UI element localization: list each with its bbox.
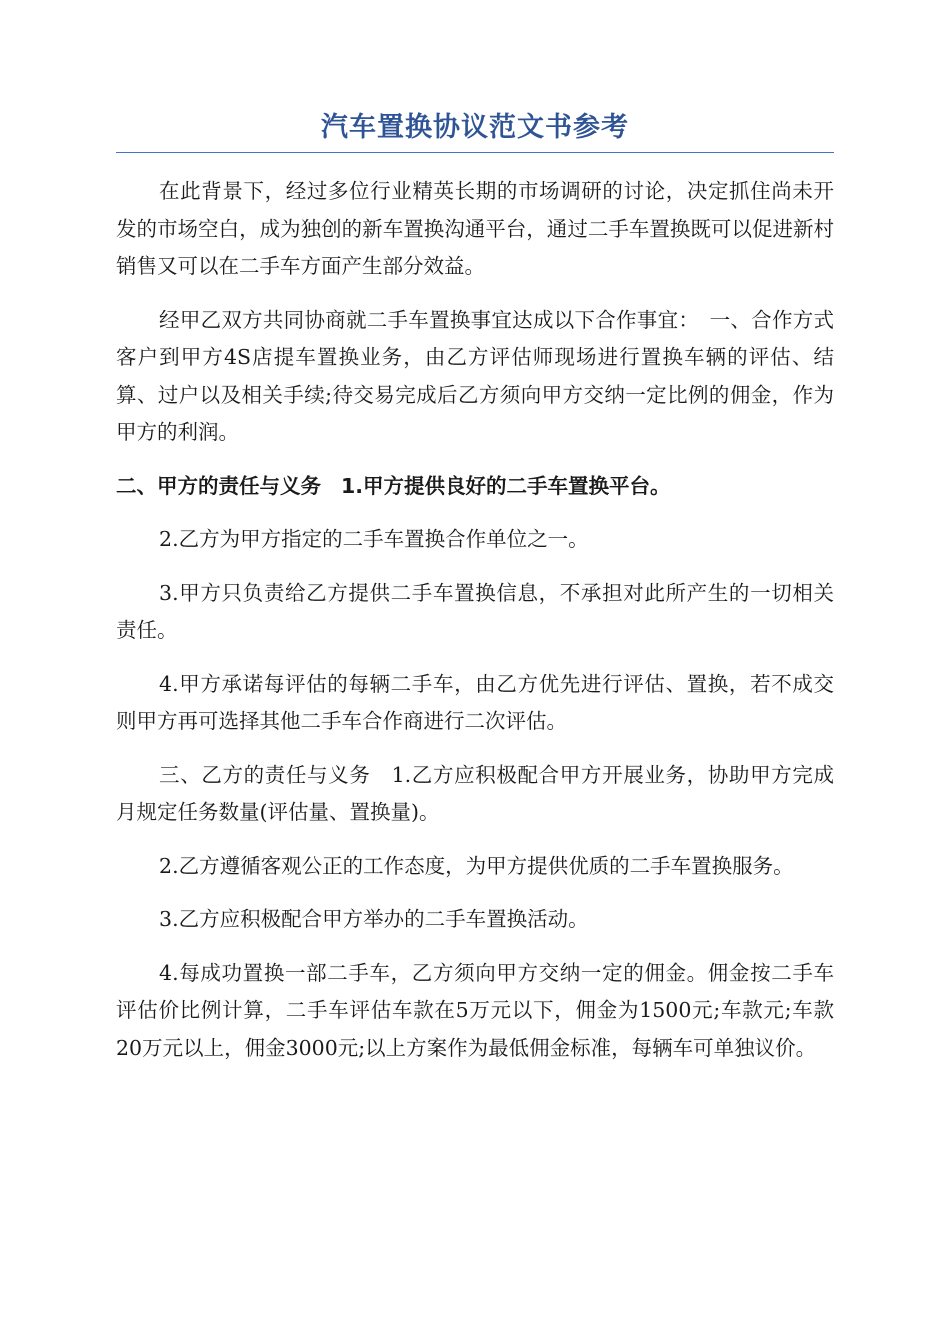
section-3-item-1: 三、乙方的责任与义务 1.乙方应积极配合甲方开展业务，协助甲方完成月规定任务数量(评估量、置换量)。 bbox=[116, 762, 834, 824]
section-2-item-4: 4.甲方承诺每评估的每辆二手车，由乙方优先进行评估、置换，若不成交则甲方再可选择其他二手车合作商进行二次评估。 bbox=[116, 671, 834, 733]
document-title: 汽车置换协议范文书参考 bbox=[116, 108, 834, 153]
section-2-item-3: 3.甲方只负责给乙方提供二手车置换信息，不承担对此所产生的一切相关责任。 bbox=[116, 580, 834, 642]
section-3-item-2: 2.乙方遵循客观公正的工作态度，为甲方提供优质的二手车置换服务。 bbox=[159, 853, 794, 878]
section-2-item-2: 2.乙方为甲方指定的二手车置换合作单位之一。 bbox=[159, 527, 589, 551]
section-2-heading bbox=[116, 468, 834, 506]
intro-paragraph: 在此背景下，经过多位行业精英长期的市场调研的讨论，决定抓住尚未开发的市场空白，成为独创的新车置换沟通平台，通过二手车置换既可以促进新村销售又可以在二手车方面产生部分效益。 bbox=[116, 179, 834, 278]
section-3-item-3: 3.乙方应积极配合甲方举办的二手车置换活动。 bbox=[159, 907, 589, 931]
section-3-item-4: 4.每成功置换一部二手车，乙方须向甲方交纳一定的佣金。佣金按二手车评估价比例计算，二手车评估车款在5万元以下，佣金为1500元;车款元;车款20万元以上，佣金3000元;以上方案作为最低佣金标准，每辆车可单独议价。 bbox=[116, 960, 834, 1060]
section-2-item-1: 1.甲方提供良好的二手车置换平台。 bbox=[341, 473, 671, 498]
document-page bbox=[116, 108, 855, 1067]
agreement-paragraph: 经甲乙双方共同协商就二手车置换事宜达成以下合作事宜： 一、合作方式 客户到甲方4S店提车置换业务，由乙方评估师现场进行置换车辆的评估、结算、过户以及相关手续;待交易完成后乙方须向甲方交纳一定比例的佣金，作为甲方的利润。 bbox=[116, 307, 855, 444]
section-2-title: 二、甲方的责任与义务 bbox=[116, 473, 321, 498]
